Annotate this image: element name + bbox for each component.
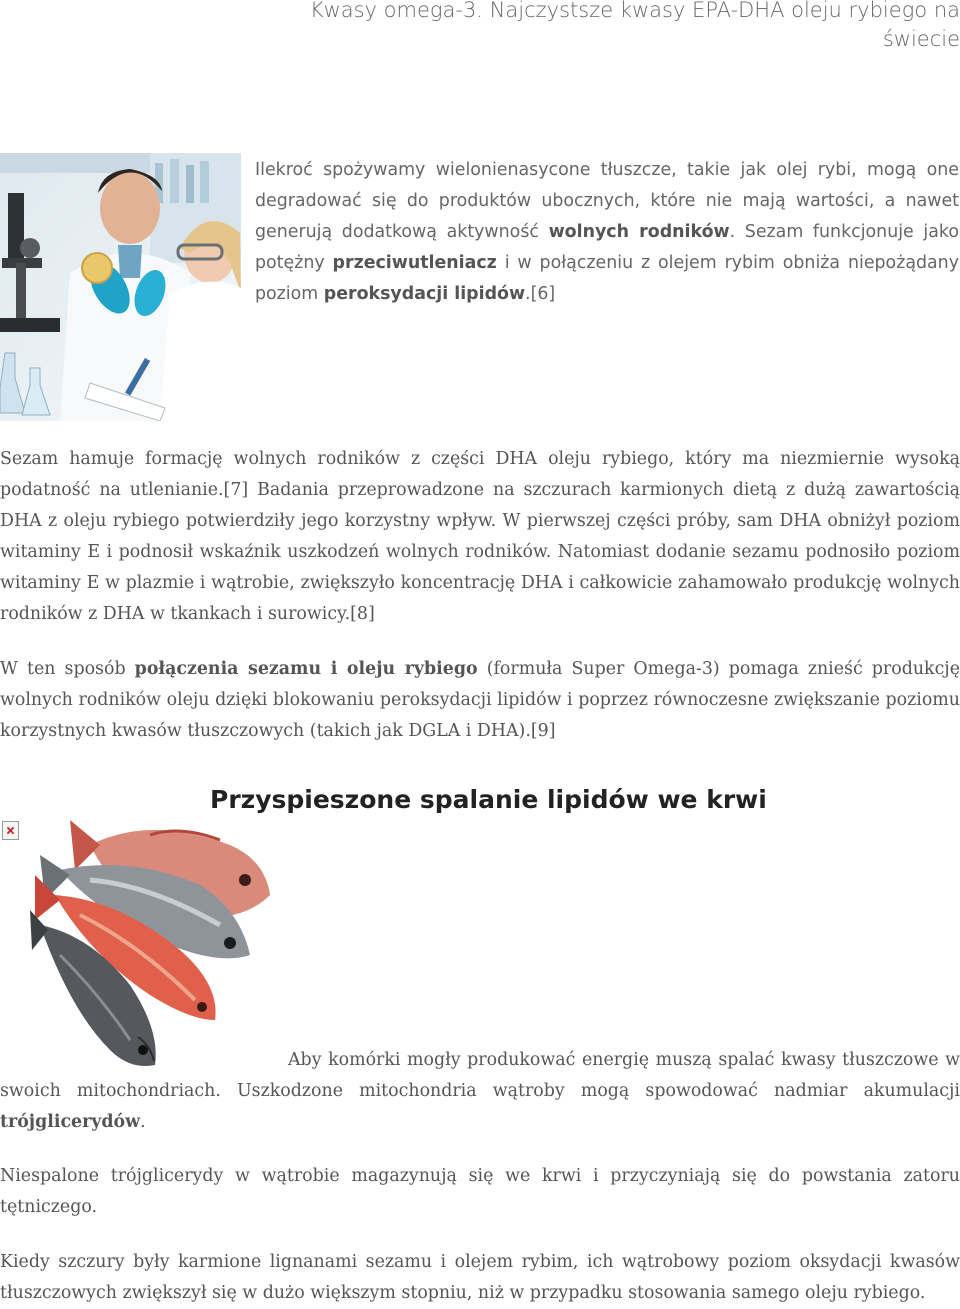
intro-text-2: . Sezam funkcjonuje jako potężny bbox=[255, 222, 959, 273]
p4-text-2: . bbox=[140, 1112, 146, 1132]
p3-bold: połączenia sezamu i oleju rybiego bbox=[134, 659, 478, 679]
intro-bold-peroksydacja: peroksydacji lipidów bbox=[323, 284, 526, 304]
p3-text-1: W ten sposób bbox=[0, 659, 135, 679]
section-heading: Przyspieszone spalanie lipidów we krwi bbox=[210, 785, 767, 814]
intro-text-4: .[6] bbox=[525, 284, 556, 304]
page-title: Kwasy omega-3. Najczystsze kwasy EPA-DHA oleju rybiego na świecie bbox=[309, 0, 960, 51]
intro-paragraph bbox=[255, 155, 959, 310]
paragraph-sezam-hamuje: Sezam hamuje formację wolnych rodników z części DHA oleju rybiego, który ma niezmiernie wysoką podatność na utlenianie.[7] Badania przeprowadzone na szczurach karmionych dietą z dużą zawartością DHA z oleju rybiego potwierdziły jego korzystny wpływ. W pierwszej części próby, sam DHA obniżył poziom witaminy E i podnosił wskaźnik uszkodzeń wolnych rodników. Natomiast dodanie sezamu podnosiło poziom witaminy E w plazmie i wątrobie, zwiększyło koncentrację DHA i całkowicie zahamowało produkcję wolnych rodników z DHA w tkankach i surowicy.[8] bbox=[0, 449, 960, 624]
intro-bold-przeciwutleniacz: przeciwutleniacz bbox=[332, 253, 497, 273]
p4-bold-trojglicerydy: trójglicerydów bbox=[0, 1112, 141, 1132]
broken-image-icon bbox=[2, 821, 19, 840]
p3-text-2: (formuła Super Omega-3) pomaga znieść produkcję wolnych rodników oleju dzięki blokowaniu peroksydacji lipidów i poprzez równoczesne zwiększanie poziomu korzystnych kwasów tłuszczowych (takich jak DGLA i DHA).[9] bbox=[0, 659, 960, 741]
intro-bold-wolne-rodniki: wolnych rodników bbox=[548, 222, 730, 242]
paragraph-polaczenie bbox=[0, 654, 960, 747]
p4-text-1: Aby komórki mogły produkować energię muszą spalać kwasy tłuszczowe w swoich mitochondriach. Uszkodzone mitochondria wątroby mogą spowodować nadmiar akumulacji bbox=[0, 1050, 960, 1101]
intro-text-3: i w połączeniu z olejem rybim obniża niepożądany poziom bbox=[255, 253, 959, 304]
paragraph-komorki bbox=[0, 1045, 960, 1138]
intro-text-1: Ilekroć spożywamy wielonienasycone tłuszcze, takie jak olej rybi, mogą one degradować się do produktów ubocznych, które nie mają wartości, a nawet generują dodatkową aktywność bbox=[255, 160, 959, 242]
paragraph-niespalone: Niespalone trójglicerydy w wątrobie magazynują się we krwi i przyczyniają się do powstania zatoru tętniczego. bbox=[0, 1166, 960, 1217]
paragraph-kiedy-szczury: Kiedy szczury były karmione lignanami sezamu i olejem rybim, ich wątrobowy poziom oksydacji kwasów tłuszczowych zwiększył się w dużo większym stopniu, niż w przypadku stosowania samego oleju rybiego. bbox=[0, 1252, 960, 1303]
lab-scientists-image bbox=[0, 153, 241, 421]
fish-image bbox=[30, 815, 280, 1077]
